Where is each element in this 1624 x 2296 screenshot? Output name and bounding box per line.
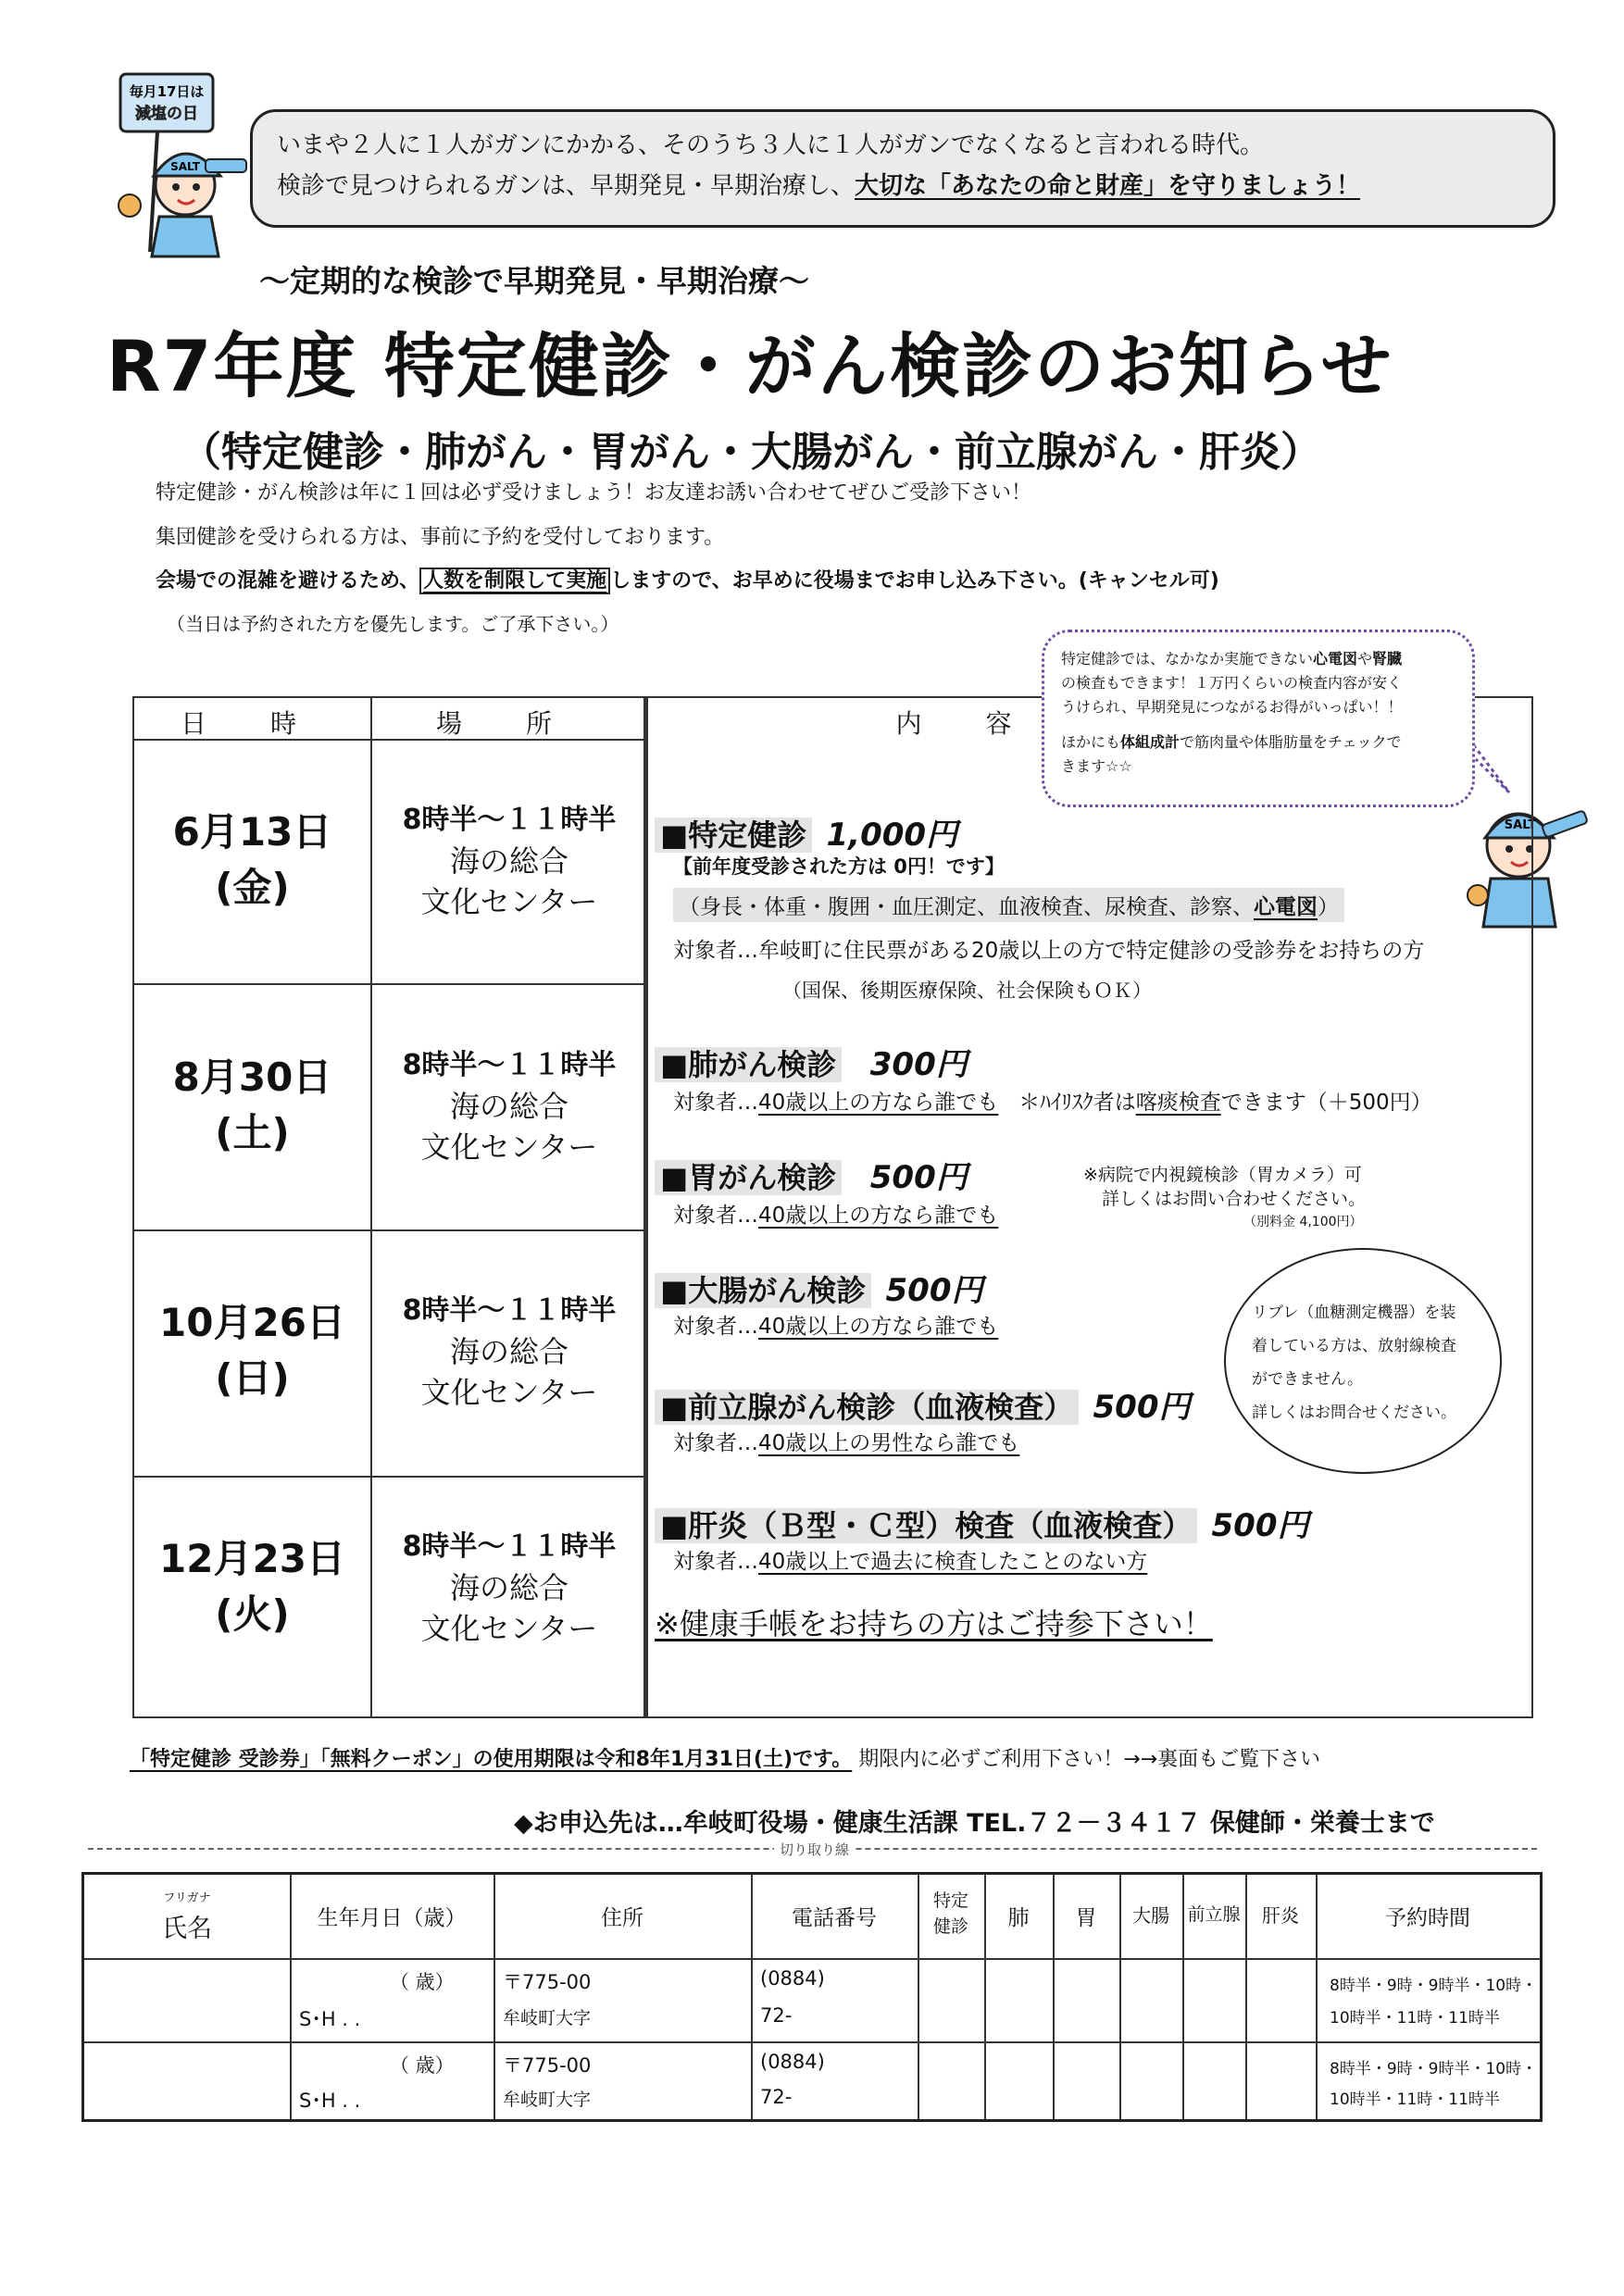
- mascot-sign-line2: 減塩の日: [135, 105, 198, 123]
- prostate-target: [673, 1426, 1019, 1456]
- form-header-time: 予約時間: [1385, 1906, 1470, 1930]
- form-row1-zip[interactable]: 〒775-00: [503, 1971, 592, 1993]
- lung-extra-c: できます（＋500円）: [1220, 1091, 1432, 1115]
- schedule-place-1: 8時半～１１時半 海の総合 文化センター: [402, 804, 617, 919]
- tokutei-items-a: （身長・体重・腹囲・血圧測定、血液検査、尿検査、診察、: [679, 895, 1254, 919]
- form-row2-age[interactable]: （ 歳）: [390, 2054, 455, 2077]
- form-header-phone: 電話番号: [792, 1906, 877, 1930]
- note-l1-c: や: [1357, 650, 1373, 668]
- circle-note-l2: 着している方は、放射線検査: [1252, 1337, 1456, 1355]
- form-row1-prefix[interactable]: 72-: [760, 2004, 793, 2027]
- intro-line4: （当日は予約された方を優先します。ご了承下さい。）: [167, 613, 619, 635]
- note-l5: きます☆☆: [1061, 757, 1132, 775]
- lung-name: ■肺がん検診: [655, 1047, 842, 1082]
- hepatitis-name: ■肝炎（Ｂ型・Ｃ型）検査（血液検査）: [655, 1508, 1197, 1543]
- form-row1-town[interactable]: 牟岐町大字: [503, 2008, 592, 2028]
- lung-target: [673, 1085, 1432, 1116]
- hepatitis-target: [673, 1544, 1147, 1575]
- contact-info: ◆お申込先は…牟岐町役場・健康生活課 TEL.７２－３４１７ 保健師・栄養士まで: [514, 1809, 1435, 1838]
- lung-price: 300円: [869, 1046, 968, 1083]
- stomach-note3: （別料金 4,100円）: [1243, 1215, 1363, 1229]
- hepatitis-target-a: 対象者…: [673, 1550, 758, 1574]
- validity-notice: [130, 1743, 1320, 1772]
- note-l1-b: 心電図: [1313, 650, 1358, 668]
- schedule-date-4: 12月23日 (火): [159, 1536, 345, 1637]
- health-handbook-note: ※健康手帳をお持ちの方はご持参下さい！: [655, 1606, 1213, 1641]
- cut-line-label: 切り取り線: [774, 1840, 855, 1859]
- note-l3: うけられ、早期発見につながるお得がいっぱい！！: [1061, 698, 1403, 716]
- prostate-heading: [655, 1381, 1191, 1427]
- lung-extra-b: 喀痰検査: [1135, 1091, 1221, 1115]
- hepatitis-heading: [655, 1500, 1309, 1545]
- prostate-price: 500円: [1093, 1389, 1191, 1426]
- tokutei-name: ■特定健診: [655, 817, 812, 853]
- intro-line3-b: 人数を制限して実施: [419, 568, 610, 594]
- tokutei-prev: 【前年度受診された方は 0円！です】: [673, 855, 1005, 878]
- colon-heading: [655, 1265, 983, 1310]
- form-row2-prefix[interactable]: 72-: [760, 2086, 793, 2108]
- stomach-name: ■胃がん検診: [655, 1160, 842, 1195]
- lung-heading: [655, 1039, 968, 1084]
- form-header-hepatitis: 肝炎: [1262, 1904, 1299, 1927]
- note-l4-a: ほかにも: [1061, 733, 1121, 751]
- colon-target: [673, 1309, 998, 1340]
- schedule-table: [132, 696, 1533, 1718]
- form-row2-era[interactable]: S･H . .: [299, 2090, 361, 2112]
- form-header-stomach: 胃: [1075, 1906, 1097, 1930]
- schedule-date-3: 10月26日 (日): [159, 1300, 345, 1401]
- top-message-line2-a: 検診で見つけられるガンは、早期発見・早期治療し、: [277, 172, 856, 200]
- schedule-place-4: 8時半～１１時半 海の総合 文化センター: [402, 1530, 617, 1646]
- top-message-line2-b: 大切な「あなたの命と財産」を守りましょう！: [855, 172, 1361, 200]
- mascot-sign-line1: 毎月17日は: [129, 83, 205, 100]
- subtitle: ～定期的な検診で早期発見・早期治療～: [259, 263, 809, 299]
- stomach-target-a: 対象者…: [673, 1204, 758, 1228]
- page-title: R7年度 特定健診・がん検診のお知らせ: [106, 325, 1393, 407]
- mascot-cap-text: SALT: [170, 160, 200, 173]
- tokutei-items-b: 心電図: [1254, 895, 1318, 919]
- intro-line3: [156, 565, 1219, 593]
- colon-target-b: 40歳以上の方なら誰でも: [758, 1315, 999, 1339]
- form-header-prostate: 前立腺: [1187, 1904, 1241, 1925]
- top-message-bubble: [250, 109, 1555, 228]
- schedule-date-1: 6月13日 (金): [172, 809, 332, 910]
- form-header-address: 住所: [601, 1906, 643, 1930]
- header-place: 場 所: [436, 708, 580, 739]
- circle-note-l4: 詳しくはお問合せください。: [1252, 1404, 1456, 1422]
- form-header-name: 氏名: [162, 1915, 212, 1943]
- top-message-line1: いまや２人に１人がガンにかかる、そのうち３人に１人がガンでなくなると言われる時代。: [277, 131, 1265, 159]
- application-form: [81, 1872, 1543, 2122]
- form-row2-times2[interactable]: 10時半・11時・11時半: [1330, 2090, 1500, 2109]
- prostate-target-b: 40歳以上の男性なら誰でも: [758, 1431, 1020, 1455]
- stomach-target-b: 40歳以上の方なら誰でも: [758, 1204, 999, 1228]
- form-header-birth: 生年月日（歳）: [317, 1906, 467, 1930]
- top-message-line2: [277, 166, 1529, 206]
- stomach-target: [673, 1198, 998, 1229]
- form-row2-times1[interactable]: 8時半・9時・9時半・10時・: [1330, 2060, 1538, 2078]
- stomach-heading: [655, 1152, 968, 1197]
- intro-line3-c: しますので、お早めに役場までお申し込み下さい。(キャンセル可): [610, 569, 1219, 593]
- hepatitis-target-b: 40歳以上で過去に検査したことのない方: [758, 1550, 1148, 1574]
- lung-target-a: 対象者…: [673, 1091, 758, 1115]
- form-row1-age[interactable]: （ 歳）: [390, 1971, 455, 1993]
- stomach-price: 500円: [869, 1159, 968, 1196]
- exam-list-heading: （特定健診・肺がん・胃がん・大腸がん・前立腺がん・肝炎）: [181, 429, 1321, 476]
- tokutei-items: [673, 888, 1344, 922]
- lung-target-b: 40歳以上の方なら誰でも: [758, 1091, 999, 1115]
- schedule-place-3: 8時半～１１時半 海の総合 文化センター: [402, 1294, 617, 1410]
- colon-price: 500円: [885, 1272, 983, 1309]
- intro-line2: 集団健診を受けられる方は、事前に予約を受付しております。: [156, 526, 725, 549]
- tokutei-target: 対象者…牟岐町に住民票がある20歳以上の方で特定健診の受診券をお持ちの方: [673, 939, 1425, 963]
- validity-bold: 「特定健診 受診券」「無料クーポン」の使用期限は令和8年1月31日(土)です。: [130, 1748, 853, 1771]
- ecg-kidney-note-bubble: [1042, 630, 1475, 807]
- tokutei-heading: [655, 809, 957, 855]
- intro-line1: 特定健診・がん検診は年に１回は必ず受けましょう！お友達お誘い合わせてぜひご受診下さい！: [156, 481, 1032, 505]
- circle-note-l1: リブレ（血糖測定機器）を装: [1252, 1304, 1456, 1322]
- prostate-target-a: 対象者…: [673, 1431, 758, 1455]
- form-row2-town[interactable]: 牟岐町大字: [503, 2090, 592, 2110]
- header-date: 日 時: [181, 708, 324, 739]
- form-row2-area[interactable]: (0884): [760, 2051, 825, 2073]
- form-row1-times2[interactable]: 10時半・11時・11時半: [1330, 2009, 1500, 2028]
- hepatitis-price: 500円: [1211, 1507, 1309, 1544]
- note-l1-a: 特定健診では、なかなか実施できない: [1061, 650, 1314, 668]
- schedule-date-2: 8月30日 (土): [172, 1054, 332, 1155]
- schedule-place-2: 8時半～１１時半 海の総合 文化センター: [402, 1049, 617, 1165]
- lung-extra-a: ＊ﾊｲﾘｽｸ者は: [1018, 1091, 1136, 1115]
- tokutei-items-c: ）: [1318, 895, 1339, 919]
- form-row1-era[interactable]: S･H . .: [299, 2008, 361, 2030]
- mascot-right-cap-text: SALT: [1504, 818, 1537, 832]
- colon-target-a: 対象者…: [673, 1315, 758, 1339]
- note-l1-d: 腎臓: [1372, 650, 1403, 668]
- validity-normal: 期限内に必ずご利用下さい！→→裏面もご覧下さい: [858, 1748, 1321, 1771]
- form-header-colon: 大腸: [1132, 1904, 1169, 1927]
- libre-note-circle: [1224, 1248, 1502, 1474]
- tokutei-price: 1,000円: [826, 817, 958, 854]
- form-header-lung: 肺: [1007, 1906, 1030, 1930]
- salt-mascot-sign-icon: [93, 67, 255, 261]
- stomach-note1: ※病院で内視鏡検診（胃カメラ）可: [1083, 1165, 1362, 1185]
- form-header-furigana: フリガナ: [163, 1891, 211, 1905]
- prostate-name: ■前立腺がん検診（血液検査）: [655, 1390, 1079, 1425]
- circle-note-l3: ができません。: [1252, 1370, 1364, 1389]
- note-l2: の検査もできます！１万円くらいの検査内容が安く: [1061, 674, 1403, 692]
- form-row1-times1[interactable]: 8時半・9時・9時半・10時・: [1330, 1977, 1538, 1995]
- form-row1-area[interactable]: (0884): [760, 1967, 825, 1990]
- tokutei-insurance: （国保、後期医療保険、社会保険もＯＫ）: [782, 980, 1152, 1002]
- form-row2-zip[interactable]: 〒775-00: [503, 2054, 592, 2077]
- intro-line3-a: 会場での混雑を避けるため、: [156, 569, 420, 593]
- note-l4-c: で筋肉量や体脂肪量をチェックで: [1180, 733, 1402, 751]
- colon-name: ■大腸がん検診: [655, 1273, 871, 1308]
- form-header-tokutei: 特定 健診: [932, 1890, 968, 1937]
- header-content: 内 容: [895, 708, 1040, 739]
- note-l4-b: 体組成計: [1120, 733, 1181, 751]
- stomach-note2: 詳しくはお問い合わせください。: [1102, 1189, 1367, 1209]
